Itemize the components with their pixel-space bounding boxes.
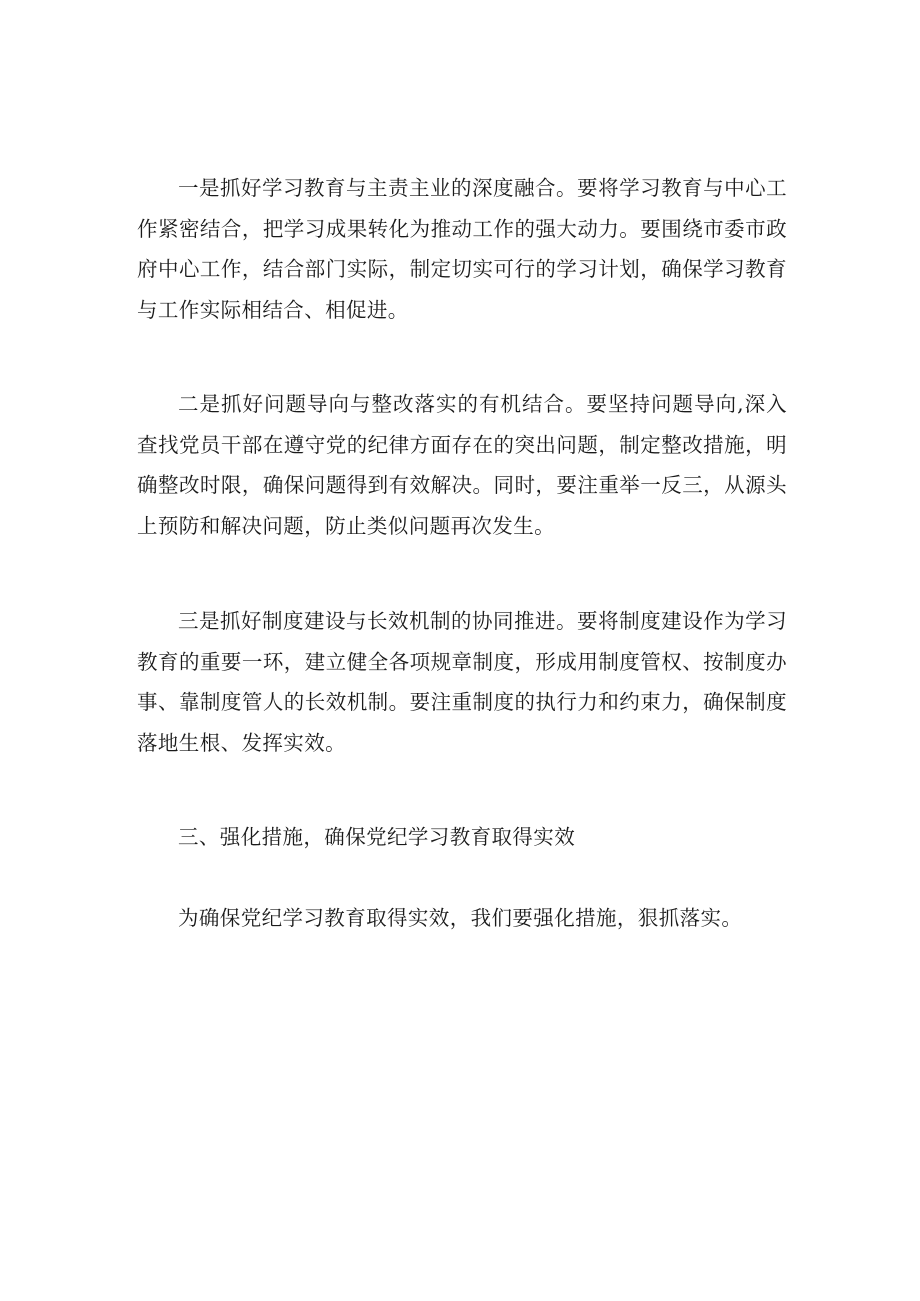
paragraph-institution-building: 三是抓好制度建设与长效机制的协同推进。要将制度建设作为学习教育的重要一环，建立健全各项规章制度，形成用制度管权、按制度办事、靠制度管人的长效机制。要注重制度的执行力和约束力，确保制度落地生根、发挥实效。 bbox=[137, 609, 787, 755]
section-intro: 为确保党纪学习教育取得实效，我们要强化措施，狠抓落实。 bbox=[178, 906, 743, 930]
paragraph-problem-rectification: 二是抓好问题导向与整改落实的有机结合。要坚持问题导向,深入查找党员干部在遵守党的纪律方面存在的突出问题，制定整改措施，明确整改时限，确保问题得到有效解决。同时，要注重举一反三，从源头上预防和解决问题，防止类似问题再次发生。 bbox=[137, 392, 787, 538]
paragraph-study-integration: 一是抓好学习教育与主责主业的深度融合。要将学习教育与中心工作紧密结合，把学习成果转化为推动工作的强大动力。要围绕市委市政府中心工作，结合部门实际，制定切实可行的学习计划，确保学习教育与工作实际相结合、相促进。 bbox=[137, 176, 787, 322]
section-heading: 三、强化措施，确保党纪学习教育取得实效 bbox=[178, 825, 576, 849]
